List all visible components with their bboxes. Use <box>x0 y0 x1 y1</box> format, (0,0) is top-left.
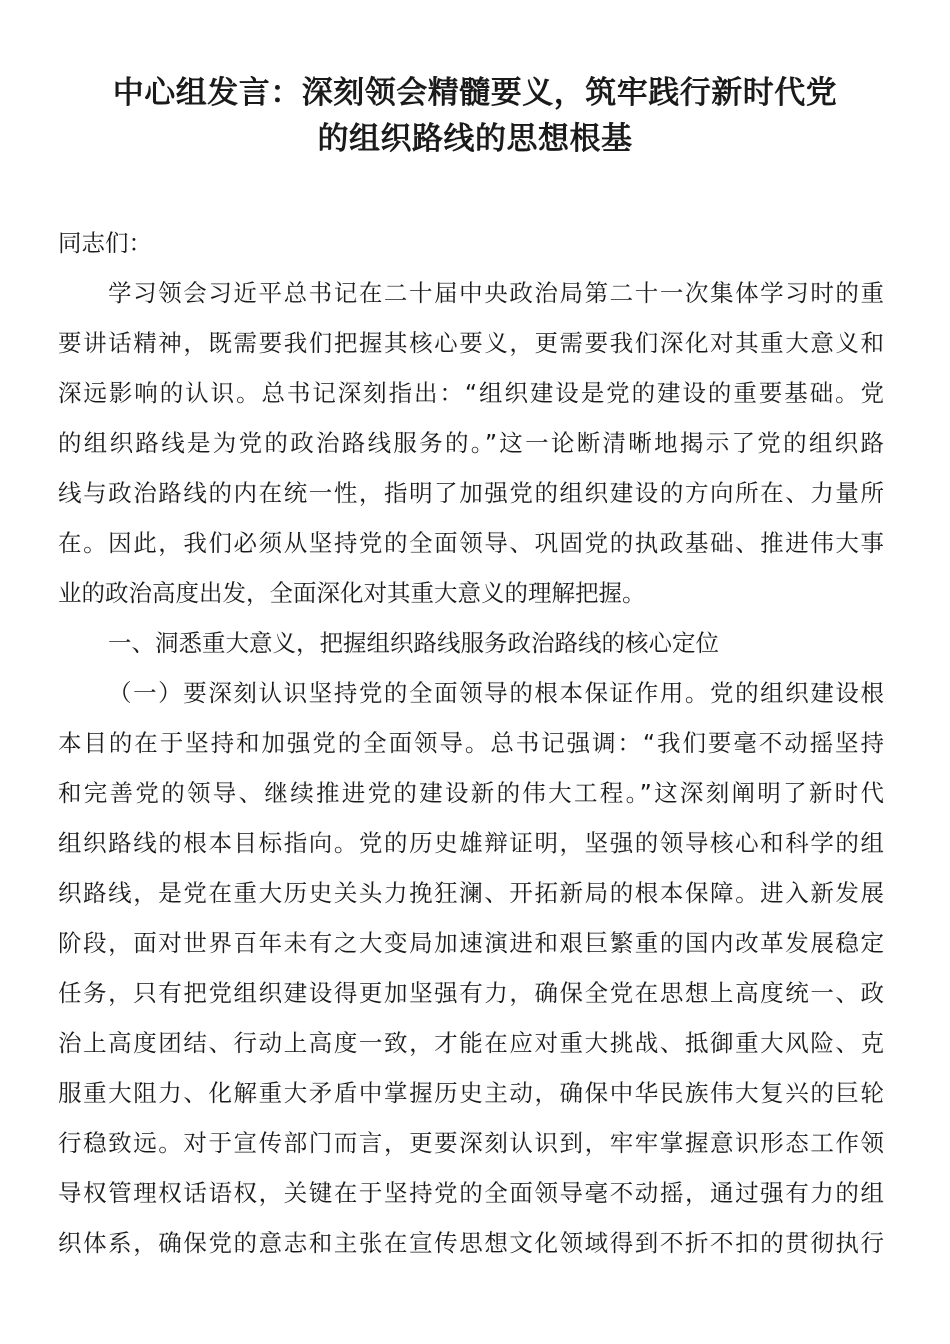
section-heading <box>58 618 884 668</box>
paragraph-line: 学习领会习近平总书记在二十届中央政治局第二十一次集体学习时的重 <box>108 279 884 307</box>
paragraph-line: 任务，只有把党组织建设得更加坚强有力，确保全党在思想上高度统一、政 <box>58 979 884 1007</box>
paragraph-line: 的组织路线是为党的政治路线服务的。”这一论断清晰地揭示了党的组织路 <box>58 429 884 457</box>
paragraph-line: 业的政治高度出发，全面深化对其重大意义的理解把握。 <box>58 579 646 607</box>
paragraph-line: 行稳致远。对于宣传部门而言，更要深刻认识到，牢牢掌握意识形态工作领 <box>58 1129 884 1157</box>
document-title <box>40 70 910 162</box>
paragraph-line: 深远影响的认识。总书记深刻指出：“组织建设是党的建设的重要基础。党 <box>58 379 884 407</box>
paragraph-intro <box>58 268 884 618</box>
paragraph-line: 要讲话精神，既需要我们把握其核心要义，更需要我们深化对其重大意义和 <box>58 329 884 357</box>
document-body <box>58 218 884 1268</box>
paragraph-subsection-1 <box>58 668 884 1268</box>
paragraph-line: 织体系，确保党的意志和主张在宣传思想文化领域得到不折不扣的贯彻执行 <box>58 1229 884 1257</box>
title-line-2: 的组织路线的思想根基 <box>317 121 633 157</box>
paragraph-line: 导权管理权话语权，关键在于坚持党的全面领导毫不动摇，通过强有力的组 <box>58 1179 884 1207</box>
paragraph-line: 本目的在于坚持和加强党的全面领导。总书记强调：“我们要毫不动摇坚持 <box>58 729 884 757</box>
paragraph-line: 组织路线的根本目标指向。党的历史雄辩证明，坚强的领导核心和科学的组 <box>58 829 884 857</box>
paragraph-line: 线与政治路线的内在统一性，指明了加强党的组织建设的方向所在、力量所 <box>58 479 884 507</box>
title-line-1: 中心组发言：深刻领会精髓要义，筑牢践行新时代党 <box>112 75 838 111</box>
paragraph-line: 服重大阻力、化解重大矛盾中掌握历史主动，确保中华民族伟大复兴的巨轮 <box>58 1079 884 1107</box>
paragraph-line: （一）要深刻认识坚持党的全面领导的根本保证作用。党的组织建设根 <box>108 679 884 707</box>
paragraph-line: 和完善党的领导、继续推进党的建设新的伟大工程。”这深刻阐明了新时代 <box>58 779 884 807</box>
paragraph-line: 织路线，是党在重大历史关头力挽狂澜、开拓新局的根本保障。进入新发展 <box>58 879 884 907</box>
paragraph-line: 在。因此，我们必须从坚持党的全面领导、巩固党的执政基础、推进伟大事 <box>58 529 884 557</box>
salutation: 同志们： <box>58 229 152 257</box>
paragraph-line: 阶段，面对世界百年未有之大变局加速演进和艰巨繁重的国内改革发展稳定 <box>58 929 884 957</box>
section-heading-text: 一、洞悉重大意义，把握组织路线服务政治路线的核心定位 <box>108 629 719 657</box>
paragraph-line: 治上高度团结、行动上高度一致，才能在应对重大挑战、抵御重大风险、克 <box>58 1029 884 1057</box>
